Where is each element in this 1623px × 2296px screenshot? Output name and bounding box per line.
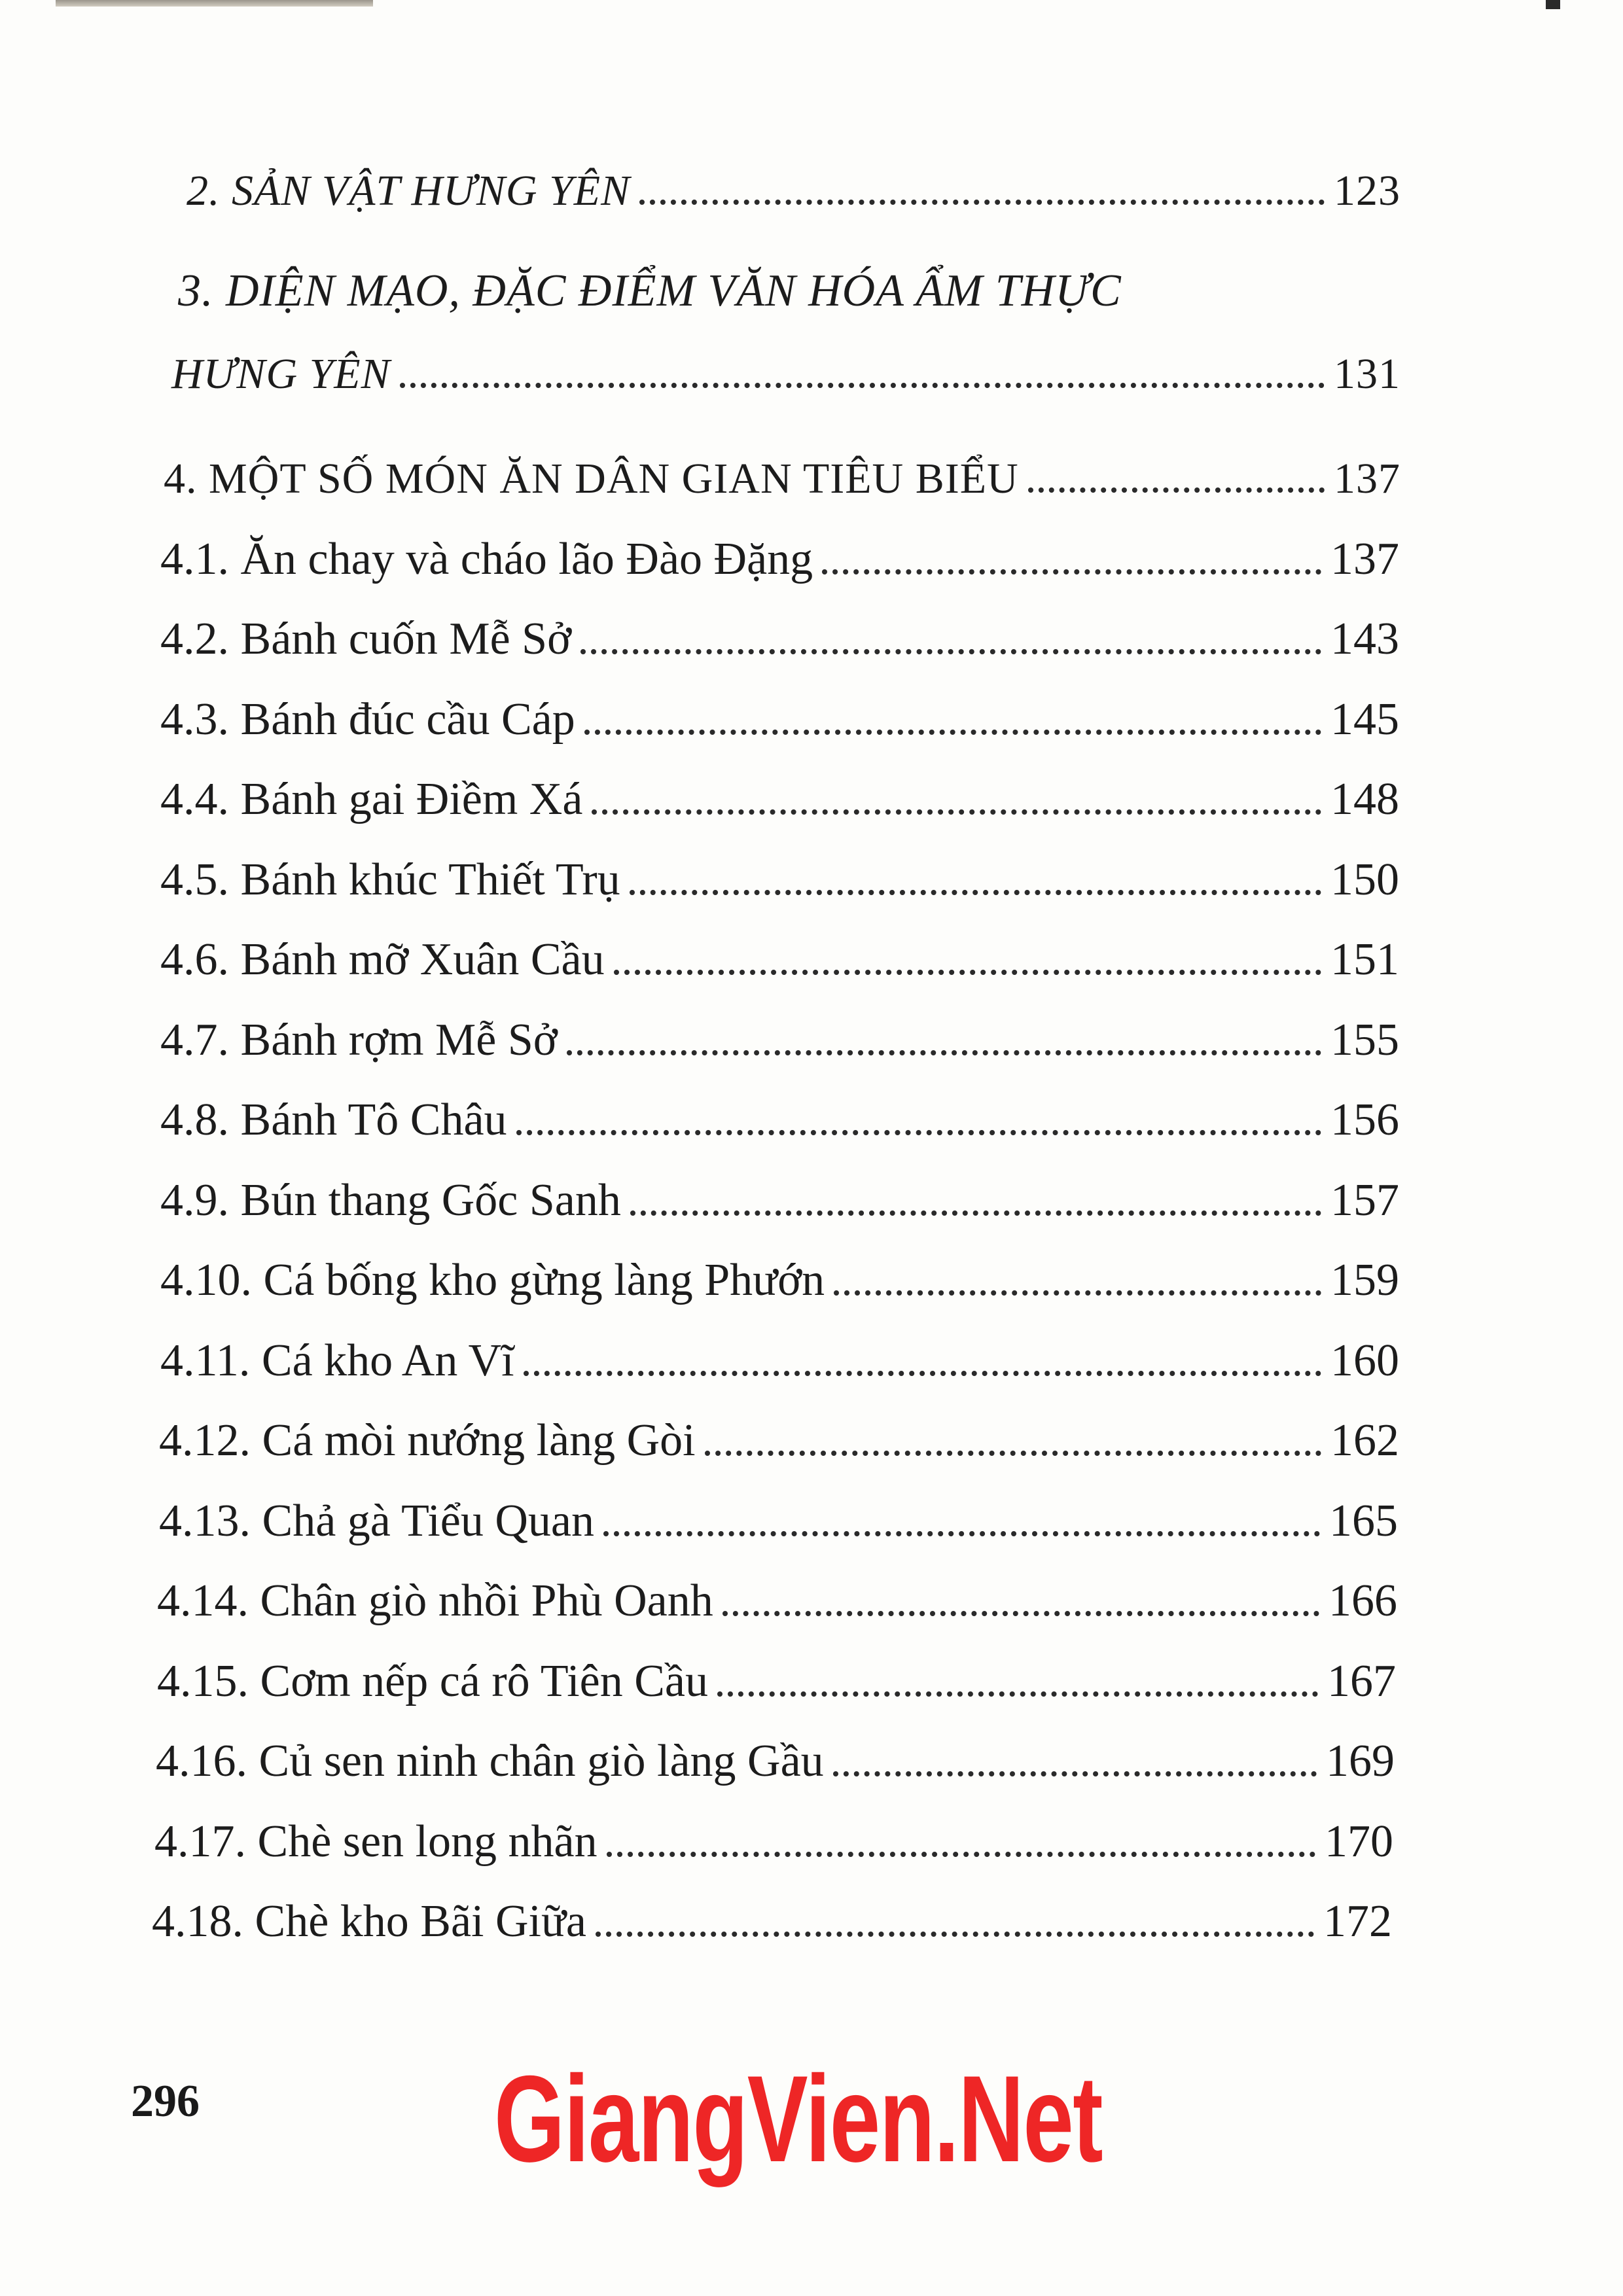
dot-leader (822, 569, 1321, 574)
dot-leader (607, 1852, 1315, 1857)
toc-entry-page: 137 (1334, 455, 1400, 503)
page-number: 296 (131, 2076, 200, 2127)
dot-leader (639, 200, 1325, 205)
dot-leader (400, 383, 1325, 388)
toc-entry-page: 156 (1330, 1095, 1399, 1145)
toc-entry (160, 998, 1399, 1063)
toc-entry-title: 4.2. Bánh cuốn Mễ Sở (160, 614, 572, 664)
dot-leader (717, 1691, 1318, 1697)
toc-entry-page: 159 (1330, 1255, 1399, 1305)
toc-entry-title: 4.14. Chân giò nhồi Phù Oanh (157, 1576, 713, 1626)
dot-leader (580, 649, 1321, 654)
toc-entry-page: 150 (1330, 855, 1399, 905)
dot-leader (584, 730, 1321, 735)
toc-entry-title: 4.17. Chè sen long nhãn (154, 1816, 597, 1867)
dot-leader (630, 890, 1321, 895)
toc-entry-title: 4.9. Bún thang Gốc Sanh (160, 1175, 621, 1226)
dot-leader (592, 809, 1321, 815)
toc-entry (157, 1639, 1396, 1704)
toc-entry-title: 4.8. Bánh Tô Châu (160, 1095, 507, 1145)
dot-leader (722, 1611, 1319, 1616)
toc-entry (187, 147, 1400, 213)
toc-entry-page: 137 (1330, 534, 1399, 584)
toc-entry-page: 165 (1329, 1496, 1398, 1546)
toc-entry-title: 4.13. Chả gà Tiểu Quan (159, 1496, 594, 1546)
toc-entry-title: 4.12. Cá mòi nướng làng Gòi (159, 1415, 696, 1466)
toc-entry (160, 838, 1399, 903)
toc-entry-page: 167 (1327, 1656, 1396, 1706)
toc-entry-page: 155 (1330, 1015, 1399, 1065)
dot-leader (596, 1932, 1314, 1937)
toc-entry (160, 517, 1399, 582)
toc-entry (152, 1879, 1392, 1945)
toc-entry-title: 4.3. Bánh đúc cầu Cáp (160, 694, 575, 745)
toc-entry (160, 1318, 1399, 1384)
toc-entry (164, 435, 1400, 501)
toc-entry-title: 4.11. Cá kho An Vĩ (160, 1335, 514, 1386)
dot-leader (567, 1050, 1321, 1055)
toc-entry (160, 677, 1399, 743)
toc-entry-page: 145 (1330, 694, 1399, 745)
toc-entry-page: 166 (1329, 1576, 1397, 1626)
toc-entry-page: 123 (1334, 167, 1400, 215)
toc-entry-title: 2. SẢN VẬT HƯNG YÊN (187, 167, 631, 215)
toc-entry (160, 597, 1399, 662)
toc-entry-title: 4.15. Cơm nếp cá rô Tiên Cầu (157, 1656, 708, 1706)
dot-leader (1028, 487, 1325, 493)
dot-leader (833, 1771, 1317, 1776)
toc-entry-page: 172 (1323, 1896, 1392, 1947)
toc-entry (160, 1078, 1399, 1143)
toc-entry-page: 157 (1330, 1175, 1399, 1226)
toc-entry-title: 4.10. Cá bống kho gừng làng Phướn (160, 1255, 825, 1305)
toc-entry-page: 160 (1330, 1335, 1399, 1386)
toc-entry (156, 1719, 1395, 1784)
toc-entry-title: 4.18. Chè kho Bãi Giữa (152, 1896, 586, 1947)
toc-entry-title: 4.1. Ăn chay và cháo lão Đào Đặng (160, 534, 813, 584)
toc-entry-page: 148 (1330, 774, 1399, 824)
toc-entry-page: 131 (1334, 350, 1400, 398)
toc-entry-title: HƯNG YÊN (171, 350, 391, 398)
toc-entry-page: 170 (1325, 1816, 1393, 1867)
toc-entry-title: 4.4. Bánh gai Điềm Xá (160, 774, 583, 824)
toc-section-heading: 3. DIỆN MẠO, ĐẶC ĐIỂM VĂN HÓA ẨM THỰC (178, 266, 1122, 316)
toc-entry-page: 169 (1326, 1736, 1395, 1786)
toc-entry (160, 917, 1399, 983)
dot-leader (630, 1210, 1321, 1216)
toc-entry-title: 4. MỘT SỐ MÓN ĂN DÂN GIAN TIÊU BIỂU (164, 455, 1019, 503)
toc-entry (159, 1398, 1399, 1464)
dot-leader (516, 1130, 1321, 1135)
toc-entry-page: 151 (1330, 934, 1399, 985)
toc-entry-title: 4.7. Bánh rợm Mễ Sở (160, 1015, 558, 1065)
toc-entry-title: 4.5. Bánh khúc Thiết Trụ (160, 855, 620, 905)
toc-entry-page: 162 (1330, 1415, 1399, 1466)
toc-entry-page: 143 (1330, 614, 1399, 664)
toc-entry-title: 4.6. Bánh mỡ Xuân Cầu (160, 934, 605, 985)
toc-entry (160, 757, 1399, 822)
toc-entry (160, 1158, 1399, 1224)
dot-leader (614, 970, 1321, 975)
toc-entry (154, 1799, 1393, 1865)
toc-entry (171, 330, 1400, 396)
dot-leader (705, 1451, 1321, 1456)
dot-leader (603, 1531, 1320, 1536)
toc-entry (160, 1238, 1399, 1303)
dot-leader (524, 1371, 1321, 1376)
toc-entry-title: 4.16. Củ sen ninh chân giò làng Gầu (156, 1736, 824, 1786)
dot-leader (834, 1290, 1321, 1296)
toc-entry (157, 1559, 1397, 1624)
watermark-logo: GiangVien.Net (494, 2050, 1103, 2187)
toc-entry (159, 1479, 1398, 1544)
